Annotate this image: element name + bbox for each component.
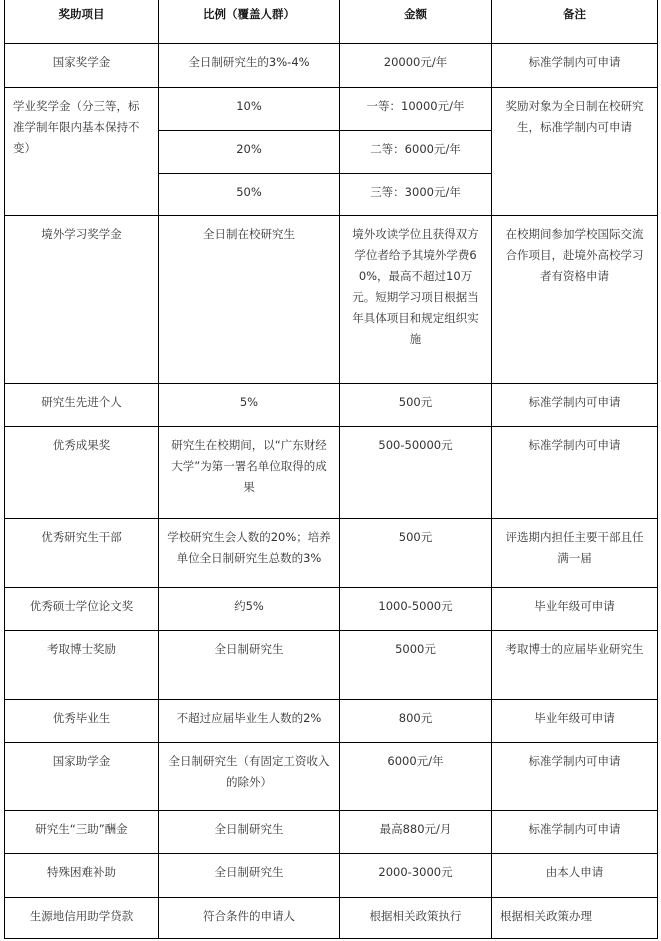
cell-ratio: 全日制在校研究生	[158, 216, 339, 384]
table-row	[5, 631, 658, 700]
cell-ratio: 5%	[158, 384, 339, 427]
cell-ratio: 10%	[158, 88, 339, 131]
table-row	[5, 427, 658, 519]
cell-note: 标准学制内可申请	[491, 44, 657, 88]
table-row	[5, 588, 658, 631]
cell-amount: 500-50000元	[340, 427, 492, 519]
cell-note: 考取博士的应届毕业研究生	[491, 631, 657, 700]
cell-note: 奖励对象为全日制在校研究生，标准学制内可申请	[491, 88, 657, 216]
cell-note: 由本人申请	[491, 854, 657, 898]
cell-ratio: 符合条件的申请人	[158, 898, 339, 939]
table-row	[5, 44, 658, 88]
cell-ratio: 全日制研究生的3%-4%	[158, 44, 339, 88]
cell-item: 特殊困难补助	[5, 854, 159, 898]
cell-amount: 三等：3000元/年	[340, 174, 492, 216]
cell-item: 国家助学金	[5, 743, 159, 811]
header-amount: 金额	[340, 0, 492, 44]
cell-item: 生源地信用助学贷款	[5, 898, 159, 939]
cell-amount: 2000-3000元	[340, 854, 492, 898]
cell-amount: 500元	[340, 384, 492, 427]
cell-item: 境外学习奖学金	[5, 216, 159, 384]
header-row	[5, 0, 658, 44]
cell-amount: 500元	[340, 519, 492, 588]
cell-amount: 根据相关政策执行	[340, 898, 492, 939]
cell-item: 优秀成果奖	[5, 427, 159, 519]
cell-ratio: 约5%	[158, 588, 339, 631]
table-row	[5, 700, 658, 743]
cell-amount: 最高880元/月	[340, 811, 492, 854]
cell-note: 标准学制内可申请	[491, 384, 657, 427]
cell-amount: 境外攻读学位且获得双方学位者给予其境外学费60%，最高不超过10万元。短期学习项目根据当年具体项目和规定组织实施	[340, 216, 492, 384]
header-ratio: 比例（覆盖人群）	[158, 0, 339, 44]
cell-ratio: 研究生在校期间，以“广东财经大学”为第一署名单位取得的成果	[158, 427, 339, 519]
table-row	[5, 898, 658, 939]
cell-ratio: 50%	[158, 174, 339, 216]
cell-item: 考取博士奖励	[5, 631, 159, 700]
cell-note: 根据相关政策办理	[491, 898, 657, 939]
cell-ratio: 全日制研究生（有固定工资收入的除外）	[158, 743, 339, 811]
cell-item: 学业奖学金（分三等，标准学制年限内基本保持不变）	[5, 88, 159, 216]
cell-amount: 6000元/年	[340, 743, 492, 811]
cell-amount: 5000元	[340, 631, 492, 700]
cell-note: 标准学制内可申请	[491, 743, 657, 811]
cell-ratio: 20%	[158, 131, 339, 174]
cell-item: 优秀毕业生	[5, 700, 159, 743]
table-row	[5, 743, 658, 811]
header-note: 备注	[491, 0, 657, 44]
cell-item: 研究生先进个人	[5, 384, 159, 427]
table-row	[5, 519, 658, 588]
cell-note: 在校期间参加学校国际交流合作项目，赴境外高校学习者有资格申请	[491, 216, 657, 384]
cell-amount: 1000-5000元	[340, 588, 492, 631]
table-row	[5, 384, 658, 427]
cell-item: 优秀研究生干部	[5, 519, 159, 588]
table-row	[5, 811, 658, 854]
cell-amount: 20000元/年	[340, 44, 492, 88]
table-row	[5, 854, 658, 898]
cell-ratio: 学校研究生会人数的20%；培养单位全日制研究生总数的3%	[158, 519, 339, 588]
cell-amount: 一等：10000元/年	[340, 88, 492, 131]
cell-note: 标准学制内可申请	[491, 811, 657, 854]
cell-item: 研究生“三助”酬金	[5, 811, 159, 854]
cell-ratio: 全日制研究生	[158, 631, 339, 700]
cell-ratio: 全日制研究生	[158, 811, 339, 854]
cell-amount: 二等：6000元/年	[340, 131, 492, 174]
cell-note: 毕业年级可申请	[491, 700, 657, 743]
table-row	[5, 216, 658, 384]
cell-item: 国家奖学金	[5, 44, 159, 88]
cell-note: 评选期内担任主要干部且任满一届	[491, 519, 657, 588]
cell-amount: 800元	[340, 700, 492, 743]
header-item: 奖助项目	[5, 0, 159, 44]
cell-ratio: 不超过应届毕业生人数的2%	[158, 700, 339, 743]
cell-item: 优秀硕士学位论文奖	[5, 588, 159, 631]
table-row	[5, 88, 658, 131]
cell-note: 标准学制内可申请	[491, 427, 657, 519]
cell-note: 毕业年级可申请	[491, 588, 657, 631]
scholarship-table	[4, 0, 658, 939]
cell-ratio: 全日制研究生	[158, 854, 339, 898]
